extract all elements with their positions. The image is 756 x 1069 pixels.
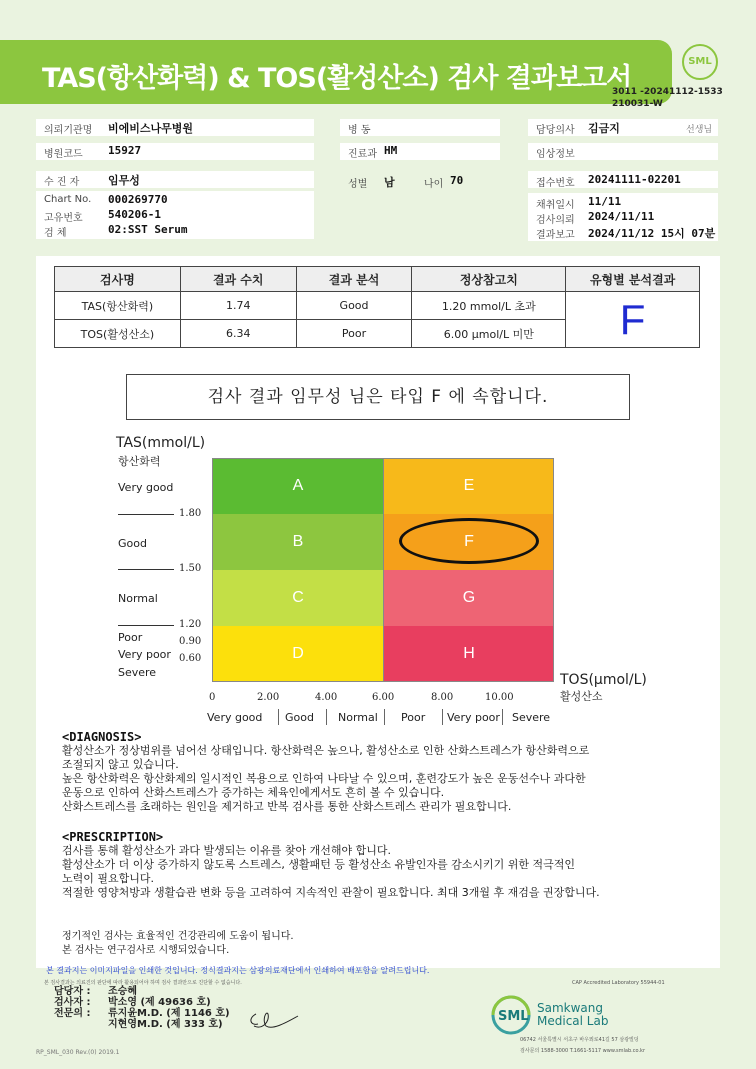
- id-value: 540206-1: [108, 208, 161, 221]
- x-category: Severe: [512, 711, 551, 724]
- diagnosis-line: 높은 항산화력은 항산화제의 일시적인 복용으로 인하여 나타날 수 있으며, 훈련강도가 높은 운동선수나 과다한: [62, 772, 586, 785]
- x-category: Poor: [401, 711, 426, 724]
- type-result: F: [566, 292, 700, 348]
- x-divider: [384, 709, 385, 725]
- test-reference: 1.20 mmol/L 초과: [412, 292, 566, 320]
- y-category: Very good: [118, 481, 174, 494]
- staff-name: 류지윤M.D. (제 1146 호): [108, 1008, 230, 1019]
- staff-label: 담당자 :: [54, 986, 91, 997]
- note-line: 정기적인 검사는 효율적인 건강관리에 도움이 됩니다.: [62, 931, 294, 942]
- prescription-line: 노력이 필요합니다.: [62, 872, 155, 885]
- small-notice: 본 검사결과는 의료진의 판단에 따라 활용되어야 하며 검사 결과만으로 진단할 수 없습니다.: [44, 980, 242, 986]
- result-highlight-ellipse: [399, 518, 539, 564]
- collect-label: 채취일시: [536, 200, 575, 211]
- y-tick: 1.20: [179, 619, 202, 630]
- report-value: 2024/11/12 15시 07분: [588, 227, 716, 240]
- clinical-label: 임상정보: [536, 149, 575, 160]
- test-analysis: Good: [296, 292, 412, 320]
- company-name-line1: Samkwang: [537, 1001, 603, 1015]
- y-divider: [118, 625, 174, 626]
- diagnosis-line: 활성산소가 정상범위를 넘어선 상태입니다. 항산화력은 높으나, 활성산소로 인한 산화스트레스가 항산화력으로: [62, 744, 590, 757]
- x-divider: [502, 709, 503, 725]
- diagnosis-heading: <DIAGNOSIS>: [62, 730, 142, 744]
- test-value: 1.74: [180, 292, 296, 320]
- staff-name: 조승혜: [108, 986, 137, 997]
- company-address: 06742 서울특별시 서초구 바우뫼로41길 57 삼광빌딩: [520, 1037, 639, 1043]
- request-value: 2024/11/11: [588, 210, 655, 223]
- cell-g: G: [384, 570, 554, 626]
- cell-h: H: [384, 626, 554, 682]
- dept-value: HM: [384, 144, 398, 157]
- doctor-value: 김금지: [588, 122, 620, 135]
- chart-midline: [383, 458, 384, 682]
- y-tick: 1.50: [179, 563, 202, 574]
- y-category: Severe: [118, 666, 157, 679]
- y-axis-subtitle: 항산화력: [118, 455, 161, 468]
- test-value: 6.34: [180, 320, 296, 348]
- prescription-section: [62, 830, 600, 900]
- specimen-label: 검 체: [44, 228, 67, 239]
- y-category: Poor: [118, 631, 143, 644]
- col-header-reference: 정상참고치: [412, 267, 566, 292]
- staff-names: [108, 986, 230, 1030]
- y-tick: 0.60: [179, 653, 202, 664]
- sex-value: 남: [384, 176, 395, 189]
- x-tick: 4.00: [315, 692, 338, 703]
- document-code: [612, 86, 723, 110]
- test-reference: 6.00 μmol/L 미만: [412, 320, 566, 348]
- staff-labels: [54, 986, 90, 1019]
- request-label: 검사의뢰: [536, 215, 575, 226]
- x-axis-title: TOS(μmol/L): [560, 672, 647, 688]
- staff-name: 박소영 (제 49636 호): [108, 997, 211, 1008]
- receipt-value: 20241111-02201: [588, 173, 681, 186]
- prescription-heading: <PRESCRIPTION>: [62, 830, 164, 844]
- type-statement: 검사 결과 임무성 님은 타입 F 에 속합니다.: [126, 374, 630, 420]
- results-table: [54, 266, 700, 348]
- cell-b: B: [212, 514, 384, 570]
- receipt-label: 접수번호: [536, 178, 575, 189]
- patient-value: 임무성: [108, 174, 140, 187]
- report-title: TAS(항산화력) & TOS(활성산소) 검사 결과보고서: [42, 63, 632, 94]
- dept-label: 진료과: [348, 149, 377, 160]
- test-analysis: Poor: [296, 320, 412, 348]
- doctor-suffix: 선생님: [686, 125, 713, 135]
- y-category: Very poor: [118, 648, 171, 661]
- cap-accreditation: CAP Accredited Laboratory 55944-01: [572, 980, 665, 986]
- staff-label: 전문의 :: [54, 1008, 91, 1019]
- col-header-test: 검사명: [55, 267, 181, 292]
- print-warning: 본 결과지는 이미지파일을 인쇄한 것입니다. 정식결과지는 삼광의료재단에서 인쇄하여 배포함을 알려드립니다.: [46, 966, 430, 975]
- x-tick: 0: [209, 692, 216, 703]
- hospital-code-label: 병원코드: [44, 149, 83, 160]
- diagnosis-section: [62, 730, 589, 814]
- x-category: Good: [285, 711, 314, 724]
- form-code: RP_SML_030 Rev.(0) 2019.1: [36, 1049, 120, 1056]
- x-divider: [278, 709, 279, 725]
- cell-f: F: [384, 514, 554, 570]
- y-tick: 1.80: [179, 508, 202, 519]
- x-category: Very poor: [447, 711, 500, 724]
- specimen-value: 02:SST Serum: [108, 223, 188, 236]
- x-divider: [442, 709, 443, 725]
- report-label: 결과보고: [536, 230, 575, 241]
- cell-c: C: [212, 570, 384, 626]
- collect-value: 11/11: [588, 195, 622, 208]
- x-divider: [326, 709, 327, 725]
- sml-logo-text: SML: [498, 1009, 529, 1024]
- prescription-line: 검사를 통해 활성산소가 과다 발생되는 이유를 찾아 개선해야 합니다.: [62, 844, 391, 857]
- institution-label: 의뢰기관명: [44, 125, 93, 136]
- x-tick: 8.00: [431, 692, 454, 703]
- sml-logo: SML: [682, 44, 718, 80]
- cell-d: D: [212, 626, 384, 682]
- doctor-label: 담당의사: [536, 125, 575, 136]
- x-tick: 6.00: [372, 692, 395, 703]
- y-divider: [118, 514, 174, 515]
- company-name-line2: Medical Lab: [537, 1014, 609, 1028]
- age-label: 나이: [424, 179, 444, 190]
- notes-section: [62, 930, 294, 958]
- col-header-type: 유형별 분석결과: [566, 267, 700, 292]
- signature-image: [244, 1000, 302, 1036]
- ward-label: 병 동: [348, 125, 371, 136]
- id-label: 고유번호: [44, 213, 83, 224]
- chart-no-label: Chart No.: [44, 194, 92, 205]
- patient-label: 수 진 자: [44, 177, 80, 188]
- company-name: [537, 1002, 608, 1028]
- x-tick: 10.00: [485, 692, 514, 703]
- chart-no-value: 000269770: [108, 193, 168, 206]
- y-axis-title: TAS(mmol/L): [116, 435, 206, 451]
- test-name: TAS(항산화력): [55, 292, 181, 320]
- col-header-analysis: 결과 분석: [296, 267, 412, 292]
- y-category: Good: [118, 537, 147, 550]
- hospital-code-value: 15927: [108, 144, 142, 157]
- diagnosis-line: 산화스트레스를 초래하는 원인을 제거하고 반복 검사를 통한 산화스트레스 관리가 필요합니다.: [62, 800, 512, 813]
- cell-a: A: [212, 458, 384, 514]
- note-line: 본 검사는 연구검사로 시행되었습니다.: [62, 945, 230, 956]
- document-code-line2: 210031-W: [612, 99, 663, 109]
- cell-e: E: [384, 458, 554, 514]
- y-tick: 0.90: [179, 636, 202, 647]
- institution-value: 비에비스나무병원: [108, 122, 194, 135]
- sex-label: 성별: [348, 179, 368, 190]
- diagnosis-line: 운동으로 인하여 산화스트레스가 증가하는 체육인에게서도 흔히 볼 수 있습니다.: [62, 786, 445, 799]
- prescription-line: 적절한 영양처방과 생활습관 변화 등을 고려하여 지속적인 관찰이 필요합니다. 최대 3개월 후 재검을 권장합니다.: [62, 886, 600, 899]
- y-divider: [118, 569, 174, 570]
- table-row: [55, 292, 700, 320]
- col-header-value: 결과 수치: [180, 267, 296, 292]
- x-axis-subtitle: 활성산소: [560, 690, 603, 703]
- x-category: Normal: [338, 711, 378, 724]
- staff-name: 지현영M.D. (제 333 호): [108, 1019, 223, 1030]
- prescription-line: 활성산소가 더 이상 증가하지 않도록 스트레스, 생활패턴 등 활성산소 유발인자를 감소시키기 위한 적극적인: [62, 858, 575, 871]
- diagnosis-line: 조절되지 않고 있습니다.: [62, 758, 179, 771]
- y-category: Normal: [118, 592, 158, 605]
- staff-label: 검사자 :: [54, 997, 91, 1008]
- age-value: 70: [450, 174, 464, 187]
- company-phone: 검사문의 1588-3000 T.1661-5117 www.smlab.co.kr: [520, 1048, 645, 1054]
- document-code-line1: 3011 -20241112-1533: [612, 87, 723, 97]
- x-category: Very good: [207, 711, 263, 724]
- x-tick: 2.00: [257, 692, 280, 703]
- test-name: TOS(활성산소): [55, 320, 181, 348]
